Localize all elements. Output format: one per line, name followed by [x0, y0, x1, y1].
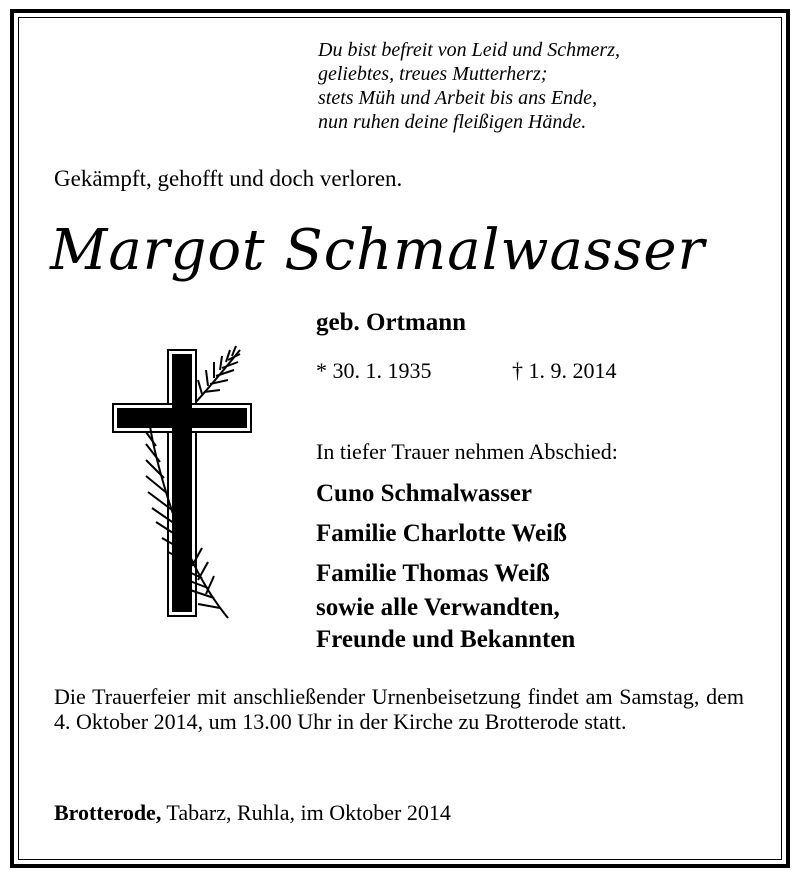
mourner-name: Cuno Schmalwasser — [316, 480, 532, 507]
mourner-name: Familie Thomas Weiß — [316, 560, 550, 587]
death-date: † 1. 9. 2014 — [512, 358, 617, 383]
place-primary: Brotterode, — [54, 800, 162, 825]
mourning-line: In tiefer Trauer nehmen Abschied: — [316, 439, 618, 464]
poem-line: nun ruhen deine fleißigen Hände. — [318, 111, 587, 133]
intro-line: Gekämpft, gehofft und doch verloren. — [54, 166, 403, 191]
poem-motto — [318, 38, 620, 134]
closing-line: sowie alle Verwandten, — [316, 594, 560, 621]
place-secondary: Tabarz, Ruhla, im Oktober 2014 — [161, 800, 451, 825]
place-date-line — [54, 800, 451, 826]
poem-line: Du bist befreit von Leid und Schmerz, — [318, 39, 621, 61]
closing-line: Freunde und Bekannten — [316, 626, 576, 653]
maiden-name: geb. Ortmann — [316, 309, 466, 336]
service-announcement: Die Trauerfeier mit anschließender Urnenbeisetzung findet am Samstag, dem 4. Oktober 2014, um 13.00 Uhr in der Kirche zu Brotterode statt. — [54, 684, 744, 734]
closing-relatives — [316, 592, 575, 656]
poem-line: geliebtes, treues Mutterherz; — [318, 63, 548, 85]
birth-date: * 30. 1. 1935 — [316, 358, 432, 383]
cross-with-palm-branch-icon — [110, 342, 260, 622]
poem-line: stets Müh und Arbeit bis ans Ende, — [318, 87, 598, 109]
deceased-name: Margot Schmalwasser — [50, 218, 706, 283]
mourners-list — [316, 474, 567, 594]
mourner-name: Familie Charlotte Weiß — [316, 520, 567, 547]
